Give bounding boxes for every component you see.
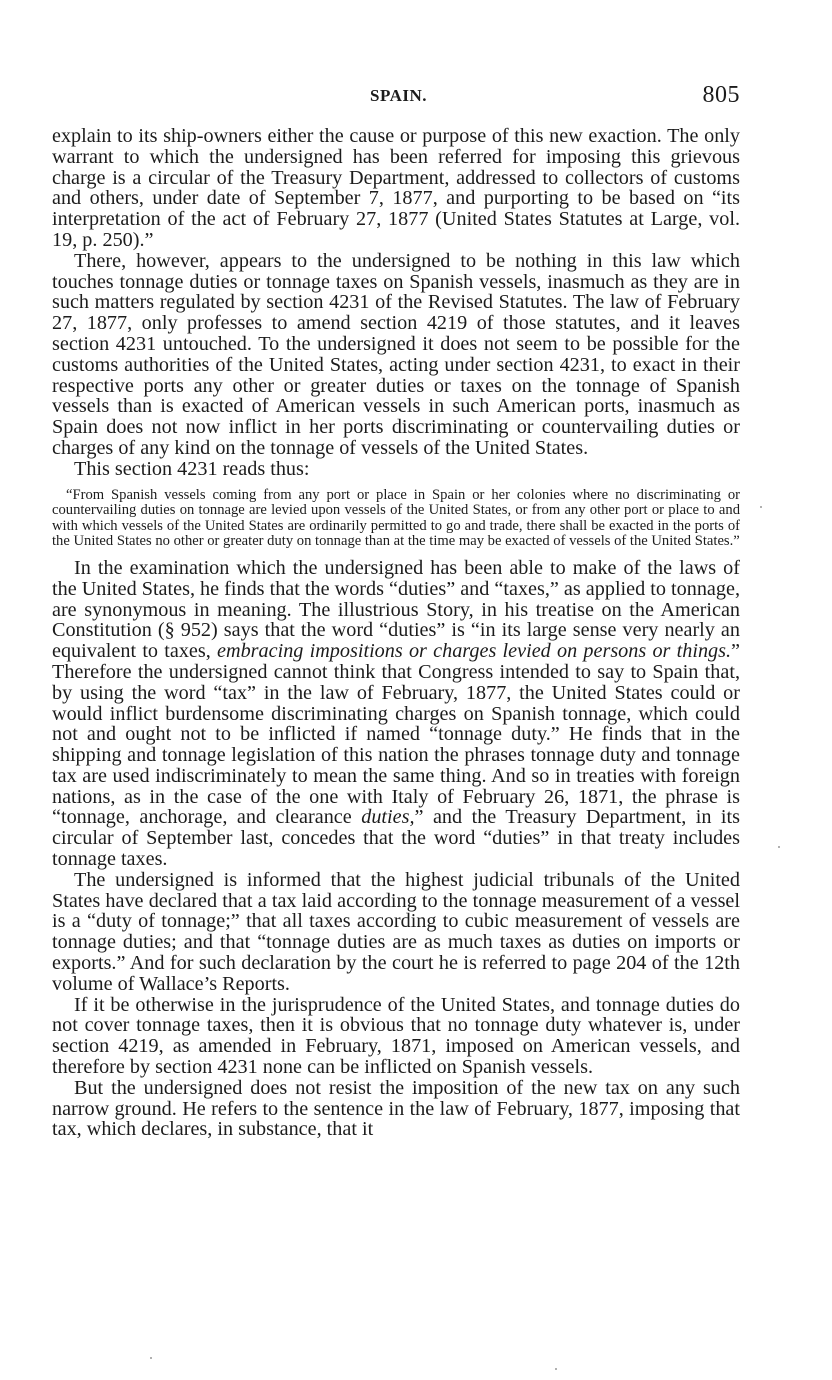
page-header [52,82,742,112]
scan-speck [555,1368,557,1370]
page-number: 805 [702,82,740,108]
body-text [52,126,740,1140]
paragraph-4 [52,558,740,870]
paragraph-7: But the undersigned does not resist the imposition of the new tax on any such narrow ground. He refers to the sentence in the law of February, 1877, imposing that tax, which declares, in substance, that it [52,1076,740,1141]
scan-speck [760,506,762,508]
paragraph-4-part-b: ” Therefore the undersigned cannot think that Congress intended to say to Spain that, by using the word “tax” in the law of February, 1877, the United States could or would inflict burdensome discriminating charges on Spanish tonnage, which could not and ought not to be inflicted if named “tonnage duty.” He finds that in the shipping and tonnage legislation of this nation the phrases tonnage duty and tonnage tax are used indiscriminately to mean the same thing. And so in treaties with foreign nations, as in the case of the one with Italy of February 26, 1871, the phrase is “tonnage, anchorage, and clearance [52,640,741,829]
paragraph-4-part-c: ” and the Treasury Department, in its circular of September last, concedes that the word “duties” in that treaty includes tonnage taxes. [52,806,741,871]
paragraph-4-italic: embracing impositions or charges levied on persons or things. [217,640,732,663]
scan-speck [778,846,780,848]
paragraph-1: explain to its ship-owners either the cause or purpose of this new exaction. The only warrant to which the undersigned has been referred for imposing this grievous charge is a circular of the Treasury Department, addressed to collectors of customs and others, under date of September 7, 1877, and purporting to be based on “its interpretation of the act of February 27, 1877 (United States Statutes at Large, vol. 19, p. 250).” [52,125,740,251]
paragraph-4-italic-duties: duties, [361,806,415,829]
paragraph-6: If it be otherwise in the jurisprudence of the United States, and tonnage duties do not cover tonnage taxes, then it is obvious that no tonnage duty whatever is, under section 4219, as amended in February, 1871, imposed on American vessels, and therefore by section 4231 none can be inflicted on Spanish vessels. [52,993,740,1079]
statute-quote: “From Spanish vessels coming from any port or place in Spain or her colonies where no discriminating or countervailing duties on tonnage are levied upon vessels of the United States, or from any other port or place to and with which vessels of the United States are ordinarily permitted to go and trade, there shall be exacted in the ports of the United States no other or greater duty on tonnage than at the time may be exacted of vessels of the United States.” [52,486,740,550]
running-head: SPAIN. [370,86,427,105]
paragraph-2: There, however, appears to the undersigned to be nothing in this law which touches tonnage duties or tonnage taxes on Spanish vessels, inasmuch as they are in such matters regulated by section 4231 of the Revised Statutes. The law of February 27, 1877, only professes to amend section 4219 of those statutes, and it leaves section 4231 untouched. To the undersigned it does not seem to be possible for the customs authorities of the United States, acting under section 4231, to exact in their respective ports any other or greater duties or taxes on the tonnage of Spanish vessels than is exacted of American vessels in such American ports, inasmuch as Spain does not now inflict in her ports discriminating or countervailing duties or charges of any kind on the tonnage of vessels of the United States. [52,249,740,459]
scan-speck [150,1357,152,1359]
paragraph-5: The undersigned is informed that the highest judicial tribunals of the United States have declared that a tax laid according to the tonnage measurement of a vessel is a “duty of tonnage;” that all taxes according to cubic measurement of vessels are tonnage duties; and that “tonnage duties are as much taxes as duties on imports or exports.” And for such declaration by the court he is referred to page 204 of the 12th volume of Wallace’s Reports. [52,868,740,995]
paragraph-3: This section 4231 reads thus: [74,457,310,480]
paragraph-4-part-a: In the examination which the undersigned has been able to make of the laws of the United States, he finds that the words “duties” and “taxes,” as applied to tonnage, are synonymous in meaning. The illustrious Story, in his treatise on the American Constitution (§ 952) says that the word “duties” is “in its large sense very nearly an equivalent to taxes, [52,556,740,663]
